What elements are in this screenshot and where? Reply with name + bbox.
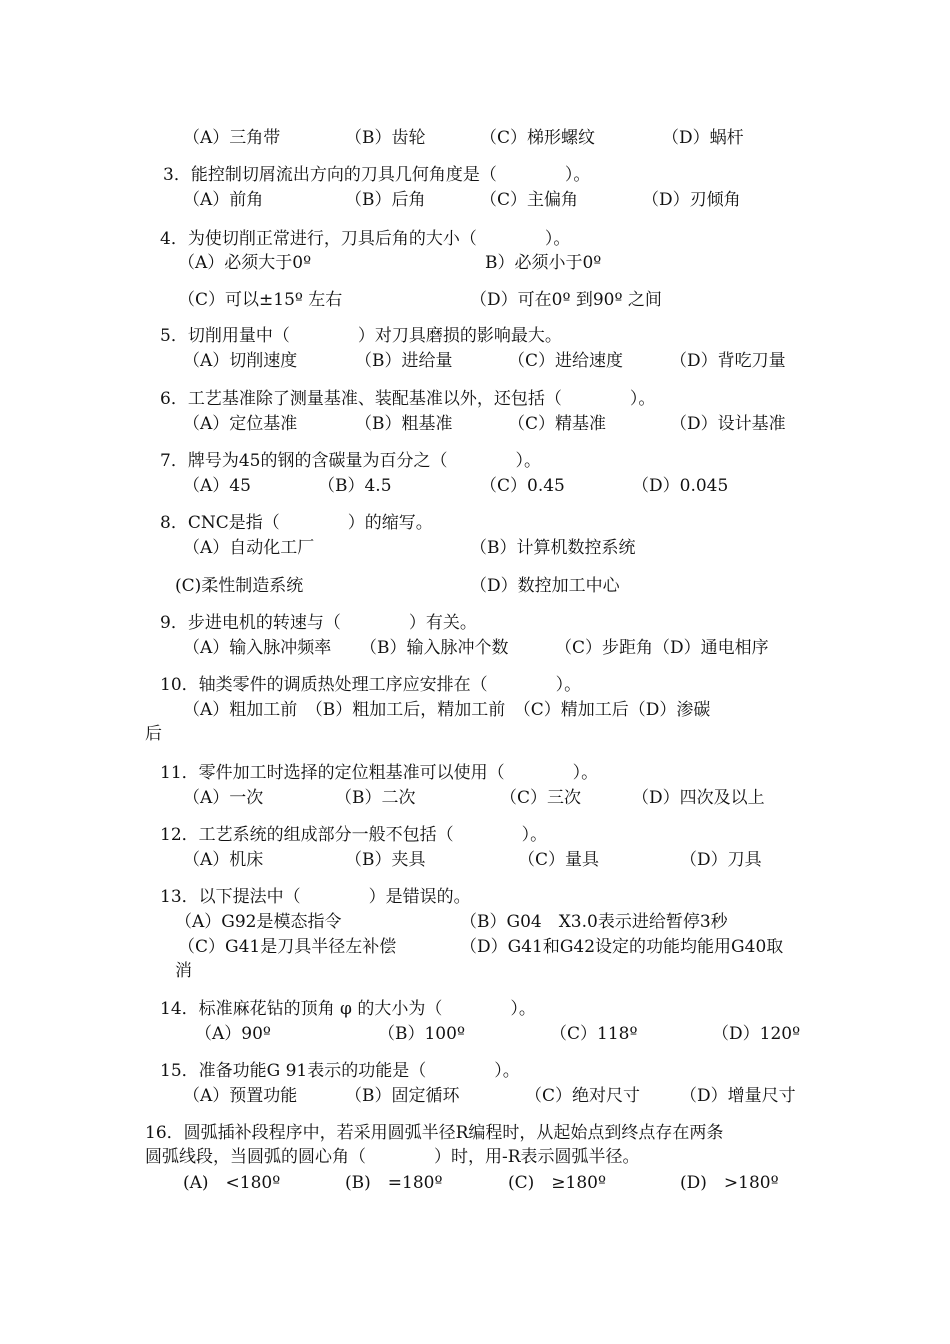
q16-options-line-seg-2: (B) =180º [345, 1173, 443, 1193]
q12-options-line-seg-2: （B）夹具 [345, 850, 426, 870]
q10-question: 10．轴类零件的调质热处理工序应安排在（ ）。 [160, 675, 582, 695]
q16-question-line-2: 圆弧线段，当圆弧的圆心角（ ）时，用-R表示圆弧半径。 [145, 1147, 640, 1167]
q9-options-line-seg-1: （A）输入脉冲频率 [183, 638, 332, 658]
q15-options-line-seg-4: （D）增量尺寸 [680, 1086, 796, 1106]
q8-options-line-1-seg-1: （A）自动化工厂 [183, 538, 315, 558]
q6-options-line-seg-1: （A）定位基准 [183, 414, 298, 434]
q5-options-line-seg-4: （D）背吃刀量 [670, 351, 786, 371]
q2-options-line-seg-1: （A）三角带 [183, 128, 281, 148]
q14-question: 14．标准麻花钻的顶角 φ 的大小为（ ）。 [160, 999, 536, 1019]
q8-options-line-2-seg-2: （D）数控加工中心 [470, 576, 620, 596]
q15-question: 15．准备功能G 91表示的功能是（ ）。 [160, 1061, 520, 1081]
q7-question: 7．牌号为45的钢的含碳量为百分之（ ）。 [160, 451, 541, 471]
q6-options-line-seg-4: （D）设计基准 [670, 414, 786, 434]
q8-options-line-1-seg-2: （B）计算机数控系统 [470, 538, 636, 558]
q6-options-line-seg-2: （B）粗基准 [355, 414, 453, 434]
q13-options-line-2-seg-1: （C）G41是刀具半径左补偿 [178, 937, 397, 957]
q7-options-line-seg-2: （B）4.5 [318, 476, 392, 496]
q2-options-line-seg-2: （B）齿轮 [345, 128, 426, 148]
q12-question: 12．工艺系统的组成部分一般不包括（ ）。 [160, 825, 548, 845]
q4-options-line-1-seg-2: B）必须小于0º [485, 253, 602, 273]
q13-options-line-1-seg-2: （B）G04 X3.0表示进给暂停3秒 [460, 912, 728, 932]
q7-options-line-seg-1: （A）45 [183, 476, 251, 496]
q5-question: 5．切削用量中（ ）对刀具磨损的影响最大。 [160, 326, 562, 346]
q12-options-line-seg-1: （A）机床 [183, 850, 264, 870]
q3-options-line-seg-4: （D）刃倾角 [642, 190, 741, 210]
q13-options-line-1-seg-1: （A）G92是模态指令 [175, 912, 342, 932]
q12-options-line-seg-4: （D）刀具 [680, 850, 762, 870]
q4-options-line-2-seg-2: （D）可在0º 到90º 之间 [470, 290, 662, 310]
q9-options-line-seg-3: （C）步距角（D）通电相序 [555, 638, 769, 658]
q16-options-line-seg-3: (C) ≥180º [508, 1173, 606, 1193]
q15-options-line-seg-1: （A）预置功能 [183, 1086, 298, 1106]
q15-options-line-seg-3: （C）绝对尺寸 [525, 1086, 641, 1106]
q3-options-line-seg-2: （B）后角 [345, 190, 426, 210]
q8-question: 8．CNC是指（ ）的缩写。 [160, 513, 433, 533]
q16-question-line-1: 16．圆弧插补段程序中，若采用圆弧半径R编程时，从起始点到终点存在两条 [145, 1123, 724, 1143]
q7-options-line-seg-4: （D）0.045 [632, 476, 729, 496]
q4-question: 4．为使切削正常进行，刀具后角的大小（ ）。 [160, 229, 571, 249]
q10-options-line: （A）粗加工前 （B）粗加工后，精加工前 （C）精加工后（D）渗碳 [183, 700, 711, 720]
q13-question: 13．以下提法中（ ）是错误的。 [160, 887, 471, 907]
q12-options-line-seg-3: （C）量具 [518, 850, 600, 870]
q14-options-line-seg-4: （D）120º [712, 1024, 801, 1044]
q16-options-line-seg-1: (A) <180º [183, 1173, 281, 1193]
q16-options-line-seg-4: (D) >180º [680, 1173, 779, 1193]
q14-options-line-seg-1: （A）90º [195, 1024, 271, 1044]
q3-options-line-seg-3: （C）主偏角 [480, 190, 579, 210]
q11-options-line-seg-2: （B）二次 [335, 788, 416, 808]
q6-options-line-seg-3: （C）精基准 [508, 414, 607, 434]
q9-question: 9．步进电机的转速与（ ）有关。 [160, 613, 477, 633]
q3-options-line-seg-1: （A）前角 [183, 190, 264, 210]
q4-options-line-1-seg-1: （A）必须大于0º [178, 253, 312, 273]
q5-options-line-seg-2: （B）进给量 [355, 351, 453, 371]
q5-options-line-seg-1: （A）切削速度 [183, 351, 298, 371]
q11-question: 11．零件加工时选择的定位粗基准可以使用（ ）。 [160, 763, 599, 783]
q11-options-line-seg-4: （D）四次及以上 [632, 788, 765, 808]
q3-question: 3．能控制切屑流出方向的刀具几何角度是（ ）。 [163, 165, 591, 185]
q2-options-line-seg-4: （D）蜗杆 [662, 128, 744, 148]
q4-options-line-2-seg-1: （C）可以±15º 左右 [178, 290, 343, 310]
q9-options-line-seg-2: （B）输入脉冲个数 [360, 638, 509, 658]
q10-options-wrap: 后 [145, 724, 162, 744]
q6-question: 6．工艺基准除了测量基准、装配基准以外，还包括（ ）。 [160, 389, 656, 409]
q14-options-line-seg-3: （C）118º [550, 1024, 638, 1044]
q14-options-line-seg-2: （B）100º [378, 1024, 465, 1044]
q5-options-line-seg-3: （C）进给速度 [508, 351, 624, 371]
q13-options-wrap: 消 [175, 961, 192, 981]
q11-options-line-seg-3: （C）三次 [500, 788, 582, 808]
q15-options-line-seg-2: （B）固定循环 [345, 1086, 460, 1106]
q7-options-line-seg-3: （C）0.45 [480, 476, 565, 496]
q2-options-line-seg-3: （C）梯形螺纹 [480, 128, 596, 148]
q11-options-line-seg-1: （A）一次 [183, 788, 264, 808]
q13-options-line-2-seg-2: （D）G41和G42设定的功能均能用G40取 [460, 937, 784, 957]
q8-options-line-2-seg-1: (C)柔性制造系统 [175, 576, 304, 596]
